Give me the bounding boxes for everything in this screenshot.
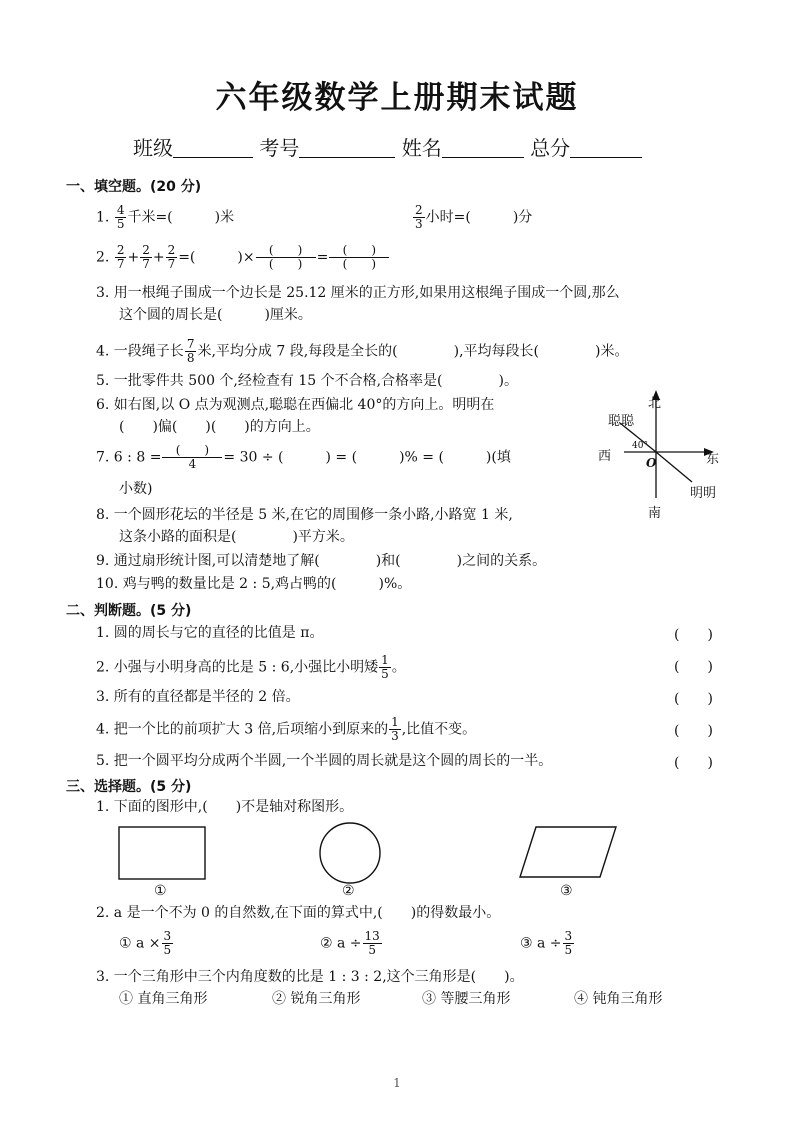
- question-2-4: [96, 716, 476, 743]
- compass-west-label: 西: [598, 449, 612, 464]
- answer-paren[interactable]: ( ): [674, 659, 713, 675]
- question-text: 小时=( )分: [425, 209, 533, 226]
- compass-south-label: 南: [648, 506, 662, 521]
- exam-no-label: 考号: [259, 136, 300, 160]
- circle-shape: [320, 823, 380, 883]
- page-number: 1: [393, 1076, 401, 1090]
- option-3-3-4[interactable]: ④ 钝角三角形: [574, 991, 663, 1007]
- fraction: $\frac{2}{7}$: [142, 243, 150, 271]
- parallelogram-shape: [520, 827, 616, 877]
- option-3-3-2[interactable]: ② 锐角三角形: [272, 991, 361, 1007]
- plus-sign: +: [152, 249, 165, 266]
- compass-mingming-label: 明明: [690, 486, 717, 501]
- answer-paren[interactable]: ( ): [674, 755, 713, 771]
- fraction: $\frac{2}{7}$: [116, 243, 125, 271]
- option-3-2-1[interactable]: [119, 930, 174, 957]
- question-1-10: 10. 鸡与鸭的数量比是 2 : 5,鸡占鸭的( )%。: [96, 576, 412, 592]
- option-2-label[interactable]: ②: [342, 883, 355, 899]
- question-1-3-line1: 3. 用一根绳子围成一个边长是 25.12 厘米的正方形,如果用这根绳子围成一个圆,那么: [96, 285, 620, 301]
- compass-north-label: 北: [648, 396, 662, 411]
- option-1-label[interactable]: ①: [154, 883, 167, 899]
- question-1-7: [96, 444, 511, 471]
- question-1-6-line1: 6. 如右图,以 O 点为观测点,聪聪在西偏北 40°的方向上。明明在: [96, 397, 495, 413]
- question-3-2: 2. a 是一个不为 0 的自然数,在下面的算式中,( )的得数最小。: [96, 905, 501, 921]
- option-3-label[interactable]: ③: [560, 883, 573, 899]
- total-blank[interactable]: [570, 137, 642, 158]
- fraction: $\frac{1}{3}$: [391, 715, 399, 743]
- name-blank[interactable]: [442, 137, 524, 158]
- question-text: = 30 ÷ ( ) = ( )% = ( )(填: [223, 449, 511, 466]
- question-1-9: 9. 通过扇形统计图,可以清楚地了解( )和( )之间的关系。: [96, 553, 547, 569]
- shape-figures: [116, 824, 626, 884]
- option-text: ③ a ÷: [520, 935, 562, 952]
- total-label: 总分: [530, 136, 571, 160]
- question-1-2: [96, 244, 390, 271]
- blank-fraction[interactable]: $\frac{( )}{( )}$: [329, 244, 389, 271]
- question-3-1: 1. 下面的图形中,( )不是轴对称图形。: [96, 799, 354, 815]
- compass-angle-label: 40°: [632, 441, 648, 451]
- question-2-2: [96, 654, 406, 681]
- question-2-1: 1. 圆的周长与它的直径的比值是 π。: [96, 625, 324, 641]
- option-text: ① a ×: [119, 935, 161, 952]
- answer-paren[interactable]: ( ): [674, 723, 713, 739]
- fraction: $\frac{13}{5}$: [364, 929, 380, 957]
- question-2-3: 3. 所有的直径都是半径的 2 倍。: [96, 689, 300, 705]
- question-text: 4. 一段绳子长: [96, 343, 184, 360]
- section-heading-multiple-choice: 三、选择题。(5 分): [66, 779, 192, 795]
- question-1-6-line2: ( )偏( )( )的方向上。: [119, 419, 320, 435]
- equals-sign: =: [316, 249, 329, 266]
- plus-sign: +: [127, 249, 140, 266]
- option-3-2-3[interactable]: [520, 930, 575, 957]
- question-1-8-line1: 8. 一个圆形花坛的半径是 5 米,在它的周围修一条小路,小路宽 1 米,: [96, 507, 513, 523]
- name-label: 姓名: [401, 136, 442, 160]
- option-3-3-1[interactable]: ① 直角三角形: [119, 991, 208, 1007]
- question-1-7-line2: 小数): [119, 481, 153, 497]
- question-2-5: 5. 把一个圆平均分成两个半圆,一个半圆的周长就是这个圆的周长的一半。: [96, 753, 553, 769]
- answer-paren[interactable]: ( ): [674, 627, 713, 643]
- question-number: 1.: [96, 209, 110, 226]
- question-text: 千米=( )米: [127, 209, 235, 226]
- rectangle-shape: [119, 827, 205, 879]
- question-number: 2.: [96, 249, 110, 266]
- option-text: ② a ÷: [320, 935, 362, 952]
- question-1-1-b: [412, 204, 532, 231]
- question-text: =( )×: [178, 249, 255, 266]
- compass-origin-label: O: [646, 456, 657, 470]
- question-1-3-line2: 这个圆的周长是( )厘米。: [119, 307, 312, 323]
- question-text: 米,平均分成 7 段,每段是全长的( ),平均每段长( )米。: [197, 343, 629, 360]
- option-3-2-2[interactable]: [320, 930, 383, 957]
- question-1-8-line2: 这条小路的面积是( )平方米。: [119, 529, 354, 545]
- fraction: $\frac{7}{8}$: [186, 337, 195, 365]
- question-text: 2. 小强与小明身高的比是 5 : 6,小强比小明矮: [96, 659, 379, 676]
- class-label: 班级: [133, 136, 173, 160]
- section-heading-fill-in: 一、填空题。(20 分): [66, 179, 202, 195]
- question-1-5: 5. 一批零件共 500 个,经检查有 15 个不合格,合格率是( )。: [96, 373, 518, 389]
- student-info-line: [133, 132, 693, 161]
- compass-east-label: 东: [706, 452, 720, 467]
- section-heading-true-false: 二、判断题。(5 分): [66, 603, 192, 619]
- question-text: ,比值不变。: [401, 721, 477, 738]
- blank-fraction[interactable]: $\frac{( )}{4}$: [162, 444, 222, 471]
- page-title: 六年级数学上册期末试题: [215, 80, 579, 116]
- fraction: $\frac{2}{3}$: [415, 203, 423, 231]
- fraction: $\frac{2}{7}$: [167, 243, 176, 271]
- compass-congcong-label: 聪聪: [608, 414, 635, 429]
- question-1-1: [96, 204, 234, 231]
- fraction: $\frac{3}{5}$: [564, 929, 573, 957]
- fraction: $\frac{3}{5}$: [163, 929, 172, 957]
- blank-fraction[interactable]: $\frac{( )}{( )}$: [256, 244, 316, 271]
- exam-no-blank[interactable]: [299, 137, 395, 158]
- class-blank[interactable]: [173, 137, 253, 158]
- question-text: 4. 把一个比的前项扩大 3 倍,后项缩小到原来的: [96, 721, 389, 738]
- question-3-3: 3. 一个三角形中三个内角度数的比是 1 : 3 : 2,这个三角形是( )。: [96, 969, 524, 985]
- question-text: 7. 6 : 8 =: [96, 449, 162, 466]
- question-1-4: [96, 338, 628, 365]
- fraction: $\frac{4}{5}$: [116, 203, 125, 231]
- answer-paren[interactable]: ( ): [674, 691, 713, 707]
- question-text: 。: [391, 659, 406, 676]
- fraction: $\frac{1}{5}$: [381, 653, 389, 681]
- mingming-direction-line: [656, 452, 692, 482]
- option-3-3-3[interactable]: ③ 等腰三角形: [422, 991, 511, 1007]
